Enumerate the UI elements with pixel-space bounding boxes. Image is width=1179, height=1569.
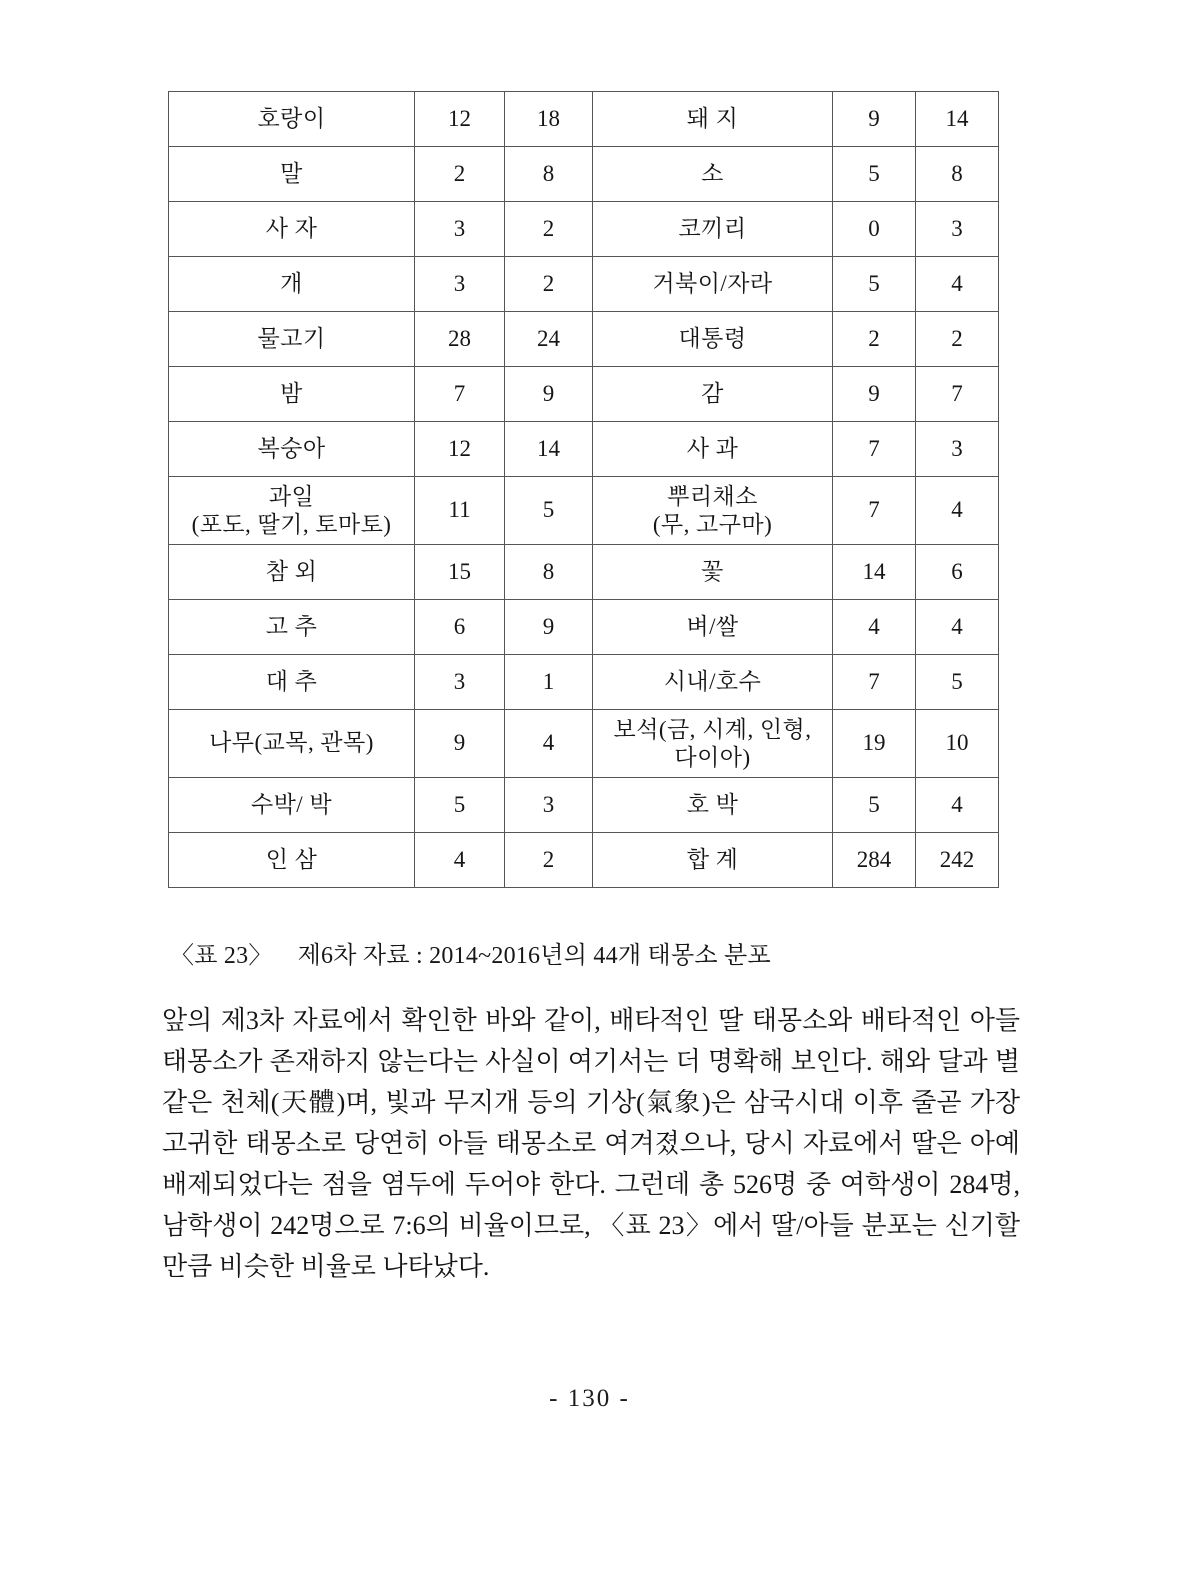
cell-right-male: 10 bbox=[916, 710, 999, 778]
cell-right-label: 대통령 bbox=[593, 312, 833, 367]
table-row bbox=[169, 202, 999, 257]
paragraph-line: 남학생이 242명으로 7:6의 비율이므로, 〈표 23〉에서 딸/아들 분포는 신기할 bbox=[162, 1211, 1020, 1240]
cell-right-female: 14 bbox=[833, 545, 916, 600]
cell-right-male: 242 bbox=[916, 833, 999, 888]
cell-left-female: 3 bbox=[415, 655, 505, 710]
cell-left-male: 3 bbox=[505, 778, 593, 833]
cell-right-label: 거북이/자라 bbox=[593, 257, 833, 312]
table-row bbox=[169, 833, 999, 888]
cell-right-male: 2 bbox=[916, 312, 999, 367]
table-row bbox=[169, 422, 999, 477]
cell-left-label: 복숭아 bbox=[169, 422, 415, 477]
cell-right-label-line1: 보석(금, 시계, 인형, bbox=[613, 716, 812, 742]
cell-right-male: 4 bbox=[916, 600, 999, 655]
cell-right-female: 0 bbox=[833, 202, 916, 257]
cell-left-female: 9 bbox=[415, 710, 505, 778]
cell-left-female: 7 bbox=[415, 367, 505, 422]
cell-left-female: 3 bbox=[415, 257, 505, 312]
table-row bbox=[169, 600, 999, 655]
table-body bbox=[169, 92, 999, 888]
paragraph-line: 배제되었다는 점을 염두에 두어야 한다. 그런데 총 526명 중 여학생이 284명, bbox=[162, 1170, 1020, 1199]
table-row bbox=[169, 477, 999, 545]
table-row bbox=[169, 92, 999, 147]
distribution-table-container bbox=[168, 91, 998, 888]
cell-right-female: 7 bbox=[833, 655, 916, 710]
table-row bbox=[169, 147, 999, 202]
cell-right-female: 2 bbox=[833, 312, 916, 367]
cell-right-male: 3 bbox=[916, 202, 999, 257]
cell-right-female: 7 bbox=[833, 422, 916, 477]
cell-left-male: 9 bbox=[505, 600, 593, 655]
cell-right-label: 꽃 bbox=[593, 545, 833, 600]
cell-left-male: 1 bbox=[505, 655, 593, 710]
page-number: - 130 - bbox=[549, 1385, 630, 1412]
body-paragraph bbox=[162, 1000, 1020, 1287]
cell-right-label-line1: 뿌리채소 bbox=[667, 483, 758, 509]
cell-left-label: 나무(교목, 관목) bbox=[169, 710, 415, 778]
table-row bbox=[169, 655, 999, 710]
cell-right-label: 합 계 bbox=[593, 833, 833, 888]
cell-right-label: 감 bbox=[593, 367, 833, 422]
cell-left-male: 14 bbox=[505, 422, 593, 477]
cell-left-female: 28 bbox=[415, 312, 505, 367]
cell-right-male: 4 bbox=[916, 257, 999, 312]
cell-right-female: 9 bbox=[833, 367, 916, 422]
paragraph-line: 앞의 제3차 자료에서 확인한 바와 같이, 배타적인 딸 태몽소와 배타적인 아들 bbox=[162, 1006, 1020, 1035]
cell-left-label: 호랑이 bbox=[169, 92, 415, 147]
cell-left-female: 3 bbox=[415, 202, 505, 257]
cell-left-label: 고 추 bbox=[169, 600, 415, 655]
cell-right-male: 4 bbox=[916, 778, 999, 833]
cell-right-female: 5 bbox=[833, 778, 916, 833]
cell-left-label: 말 bbox=[169, 147, 415, 202]
cell-left-female: 11 bbox=[415, 477, 505, 545]
paragraph-line: 태몽소가 존재하지 않는다는 사실이 여기서는 더 명확해 보인다. 해와 달과 별 bbox=[162, 1047, 1020, 1076]
cell-right-label: 돼 지 bbox=[593, 92, 833, 147]
cell-left-male: 8 bbox=[505, 147, 593, 202]
cell-left-female: 12 bbox=[415, 92, 505, 147]
paragraph-line: 같은 천체(天體)며, 빛과 무지개 등의 기상(氣象)은 삼국시대 이후 줄곧 가장 bbox=[162, 1088, 1020, 1117]
cell-right-female: 7 bbox=[833, 477, 916, 545]
cell-right-male: 4 bbox=[916, 477, 999, 545]
cell-right-female: 5 bbox=[833, 257, 916, 312]
table-row bbox=[169, 778, 999, 833]
cell-left-male: 9 bbox=[505, 367, 593, 422]
cell-left-label: 사 자 bbox=[169, 202, 415, 257]
cell-right-label bbox=[593, 477, 833, 545]
paragraph-line: 만큼 비슷한 비율로 나타났다. bbox=[162, 1252, 490, 1281]
cell-left-label: 대 추 bbox=[169, 655, 415, 710]
cell-left-female: 2 bbox=[415, 147, 505, 202]
table-row bbox=[169, 710, 999, 778]
distribution-table bbox=[168, 91, 999, 888]
cell-right-label: 벼/쌀 bbox=[593, 600, 833, 655]
cell-left-label-line2: (포도, 딸기, 토마토) bbox=[191, 511, 392, 537]
cell-left-male: 4 bbox=[505, 710, 593, 778]
cell-left-female: 12 bbox=[415, 422, 505, 477]
cell-right-female: 19 bbox=[833, 710, 916, 778]
cell-left-female: 6 bbox=[415, 600, 505, 655]
table-row bbox=[169, 545, 999, 600]
cell-left-label-line1: 과일 bbox=[268, 483, 315, 509]
cell-left-male: 8 bbox=[505, 545, 593, 600]
cell-left-label bbox=[169, 477, 415, 545]
cell-left-male: 2 bbox=[505, 833, 593, 888]
cell-right-female: 284 bbox=[833, 833, 916, 888]
cell-left-label: 개 bbox=[169, 257, 415, 312]
cell-left-female: 5 bbox=[415, 778, 505, 833]
cell-right-label: 코끼리 bbox=[593, 202, 833, 257]
cell-right-female: 9 bbox=[833, 92, 916, 147]
cell-right-male: 3 bbox=[916, 422, 999, 477]
table-caption: 〈표 23〉 제6차 자료 : 2014~2016년의 44개 태몽소 분포 bbox=[170, 943, 771, 969]
cell-right-label bbox=[593, 710, 833, 778]
cell-right-female: 5 bbox=[833, 147, 916, 202]
cell-left-male: 2 bbox=[505, 202, 593, 257]
cell-left-female: 4 bbox=[415, 833, 505, 888]
paragraph-line: 고귀한 태몽소로 당연히 아들 태몽소로 여겨졌으나, 당시 자료에서 딸은 아예 bbox=[162, 1129, 1020, 1158]
cell-right-male: 5 bbox=[916, 655, 999, 710]
cell-left-male: 2 bbox=[505, 257, 593, 312]
cell-right-male: 6 bbox=[916, 545, 999, 600]
cell-right-label-line2: 다이아) bbox=[674, 744, 751, 770]
cell-right-male: 8 bbox=[916, 147, 999, 202]
cell-left-female: 15 bbox=[415, 545, 505, 600]
cell-left-male: 18 bbox=[505, 92, 593, 147]
table-row bbox=[169, 257, 999, 312]
cell-right-female: 4 bbox=[833, 600, 916, 655]
cell-right-label: 호 박 bbox=[593, 778, 833, 833]
cell-right-male: 14 bbox=[916, 92, 999, 147]
cell-left-label: 물고기 bbox=[169, 312, 415, 367]
cell-right-male: 7 bbox=[916, 367, 999, 422]
cell-right-label: 소 bbox=[593, 147, 833, 202]
cell-left-label: 수박/ 박 bbox=[169, 778, 415, 833]
cell-left-label: 인 삼 bbox=[169, 833, 415, 888]
cell-left-label: 참 외 bbox=[169, 545, 415, 600]
table-row bbox=[169, 312, 999, 367]
cell-right-label: 시내/호수 bbox=[593, 655, 833, 710]
cell-right-label-line2: (무, 고구마) bbox=[652, 511, 773, 537]
cell-left-male: 24 bbox=[505, 312, 593, 367]
cell-right-label: 사 과 bbox=[593, 422, 833, 477]
cell-left-label: 밤 bbox=[169, 367, 415, 422]
table-row bbox=[169, 367, 999, 422]
cell-left-male: 5 bbox=[505, 477, 593, 545]
